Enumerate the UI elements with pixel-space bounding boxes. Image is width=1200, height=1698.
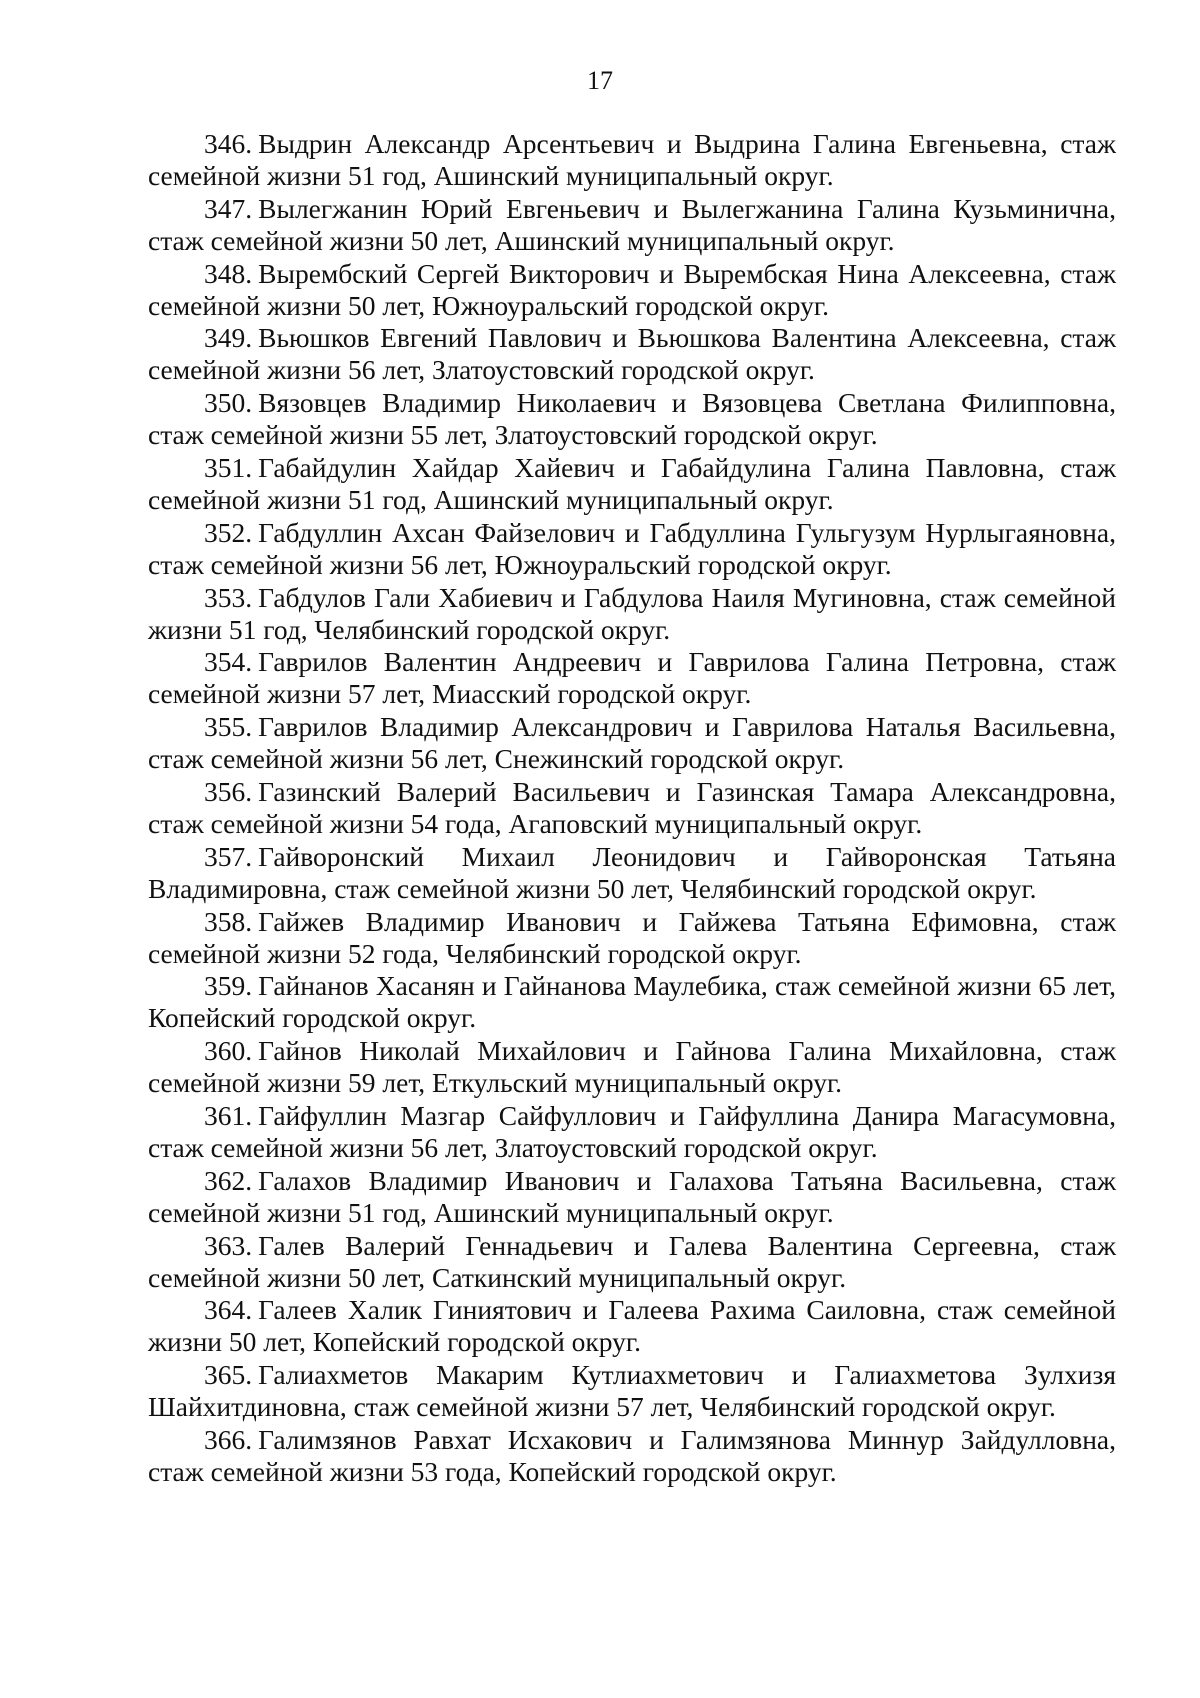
entry-text: Габдулов Гали Хабиевич и Габдулова Наиля Мугиновна, стаж семейной жизни 51 год, Челябинский городской округ. (148, 581, 1116, 645)
entry-text: Выдрин Александр Арсентьевич и Выдрина Галина Евгеньевна, стаж семейной жизни 51 год, Ашинский муниципальный округ. (148, 128, 1116, 191)
entry-text: Гайнанов Хасанян и Гайнанова Маулебика, стаж семейной жизни 65 лет, Копейский городской округ. (148, 970, 1116, 1034)
entry-number: 351. (204, 451, 253, 483)
entry-text: Гаврилов Владимир Александрович и Гаврилова Наталья Васильевна, стаж семейной жизни 56 лет, Снежинский городской округ. (148, 711, 1116, 775)
entry-text: Вязовцев Владимир Николаевич и Вязовцева Светлана Филипповна, стаж семейной жизни 55 лет, Златоустовский городской округ. (148, 387, 1116, 451)
entry-number: 348. (204, 257, 253, 289)
entry-text: Гайфуллин Мазгар Сайфуллович и Гайфуллина Данира Магасумовна, стаж семейной жизни 56 лет, Златоустовский городской округ. (148, 1099, 1116, 1163)
list-item (148, 841, 1116, 905)
entry-number: 350. (204, 387, 253, 419)
entry-text: Гайжев Владимир Иванович и Гайжева Татьяна Ефимовна, стаж семейной жизни 52 года, Челябинский городской округ. (148, 905, 1116, 969)
entry-number: 352. (204, 516, 253, 548)
entry-number: 362. (204, 1164, 253, 1196)
list-item (148, 387, 1116, 451)
entry-text: Вылегжанин Юрий Евгеньевич и Вылегжанина Галина Кузьминична, стаж семейной жизни 50 лет, Ашинский муниципальный округ. (148, 192, 1116, 256)
list-item (148, 1165, 1116, 1229)
entry-number: 346. (204, 128, 253, 159)
entry-number: 347. (204, 192, 253, 224)
entry-number: 357. (204, 840, 253, 872)
list-item (148, 322, 1116, 386)
entry-text: Габайдулин Хайдар Хайевич и Габайдулина Галина Павловна, стаж семейной жизни 51 год, Ашинский муниципальный округ. (148, 451, 1116, 515)
entry-number: 365. (204, 1359, 253, 1391)
entry-text: Галимзянов Равхат Исхакович и Галимзянова Миннур Зайдулловна, стаж семейной жизни 53 года, Копейский городской округ. (148, 1423, 1116, 1487)
list-item (148, 646, 1116, 710)
list-item (148, 193, 1116, 257)
entry-number: 361. (204, 1099, 253, 1131)
list-item (148, 1424, 1116, 1488)
entry-number: 354. (204, 646, 253, 678)
list-item (148, 1294, 1116, 1358)
entry-text: Галиахметов Макарим Кутлиахметович и Галиахметова Зулхизя Шайхитдиновна, стаж семейной жизни 57 лет, Челябинский городской округ. (148, 1359, 1116, 1423)
list-item (148, 582, 1116, 646)
entry-number: 366. (204, 1423, 253, 1455)
entry-text: Гайворонский Михаил Леонидович и Гайворонская Татьяна Владимировна, стаж семейной жизни 50 лет, Челябинский городской округ. (148, 840, 1116, 904)
list-item (148, 1359, 1116, 1423)
entry-number: 364. (204, 1294, 253, 1326)
page-number: 17 (587, 66, 613, 95)
entry-number: 353. (204, 581, 253, 613)
entry-number: 363. (204, 1229, 253, 1261)
entry-text: Вьюшков Евгений Павлович и Вьюшкова Валентина Алексеевна, стаж семейной жизни 56 лет, Златоустовский городской округ. (148, 322, 1116, 386)
list-item (148, 1100, 1116, 1164)
entry-number: 356. (204, 775, 253, 807)
entry-text: Галеев Халик Гиниятович и Галеева Рахима Саиловна, стаж семейной жизни 50 лет, Копейский городской округ. (148, 1294, 1116, 1358)
entry-number: 360. (204, 1035, 253, 1067)
entry-number: 359. (204, 970, 253, 1002)
entry-list (148, 128, 1116, 1489)
entry-number: 358. (204, 905, 253, 937)
entry-text: Газинский Валерий Васильевич и Газинская Тамара Александровна, стаж семейной жизни 54 года, Агаповский муниципальный округ. (148, 775, 1116, 839)
list-item (148, 906, 1116, 970)
entry-text: Галахов Владимир Иванович и Галахова Татьяна Васильевна, стаж семейной жизни 51 год, Ашинский муниципальный округ. (148, 1164, 1116, 1228)
list-item (148, 517, 1116, 581)
entry-number: 355. (204, 711, 253, 743)
list-item (148, 1035, 1116, 1099)
list-item (148, 258, 1116, 322)
entry-text: Галев Валерий Геннадьевич и Галева Валентина Сергеевна, стаж семейной жизни 50 лет, Саткинский муниципальный округ. (148, 1229, 1116, 1293)
list-item (148, 970, 1116, 1034)
list-item (148, 128, 1116, 192)
entry-text: Вырембский Сергей Викторович и Вырембская Нина Алексеевна, стаж семейной жизни 50 лет, Южноуральский городской округ. (148, 257, 1116, 321)
list-item (148, 452, 1116, 516)
list-item (148, 711, 1116, 775)
entry-text: Гаврилов Валентин Андреевич и Гаврилова Галина Петровна, стаж семейной жизни 57 лет, Миасский городской округ. (148, 646, 1116, 710)
entry-text: Габдуллин Ахсан Файзелович и Габдуллина Гульгузум Нурлыгаяновна, стаж семейной жизни 56 лет, Южноуральский городской округ. (148, 516, 1116, 580)
list-item (148, 776, 1116, 840)
entry-number: 349. (204, 322, 253, 354)
list-item (148, 1230, 1116, 1294)
entry-text: Гайнов Николай Михайлович и Гайнова Галина Михайловна, стаж семейной жизни 59 лет, Еткульский муниципальный округ. (148, 1035, 1116, 1099)
